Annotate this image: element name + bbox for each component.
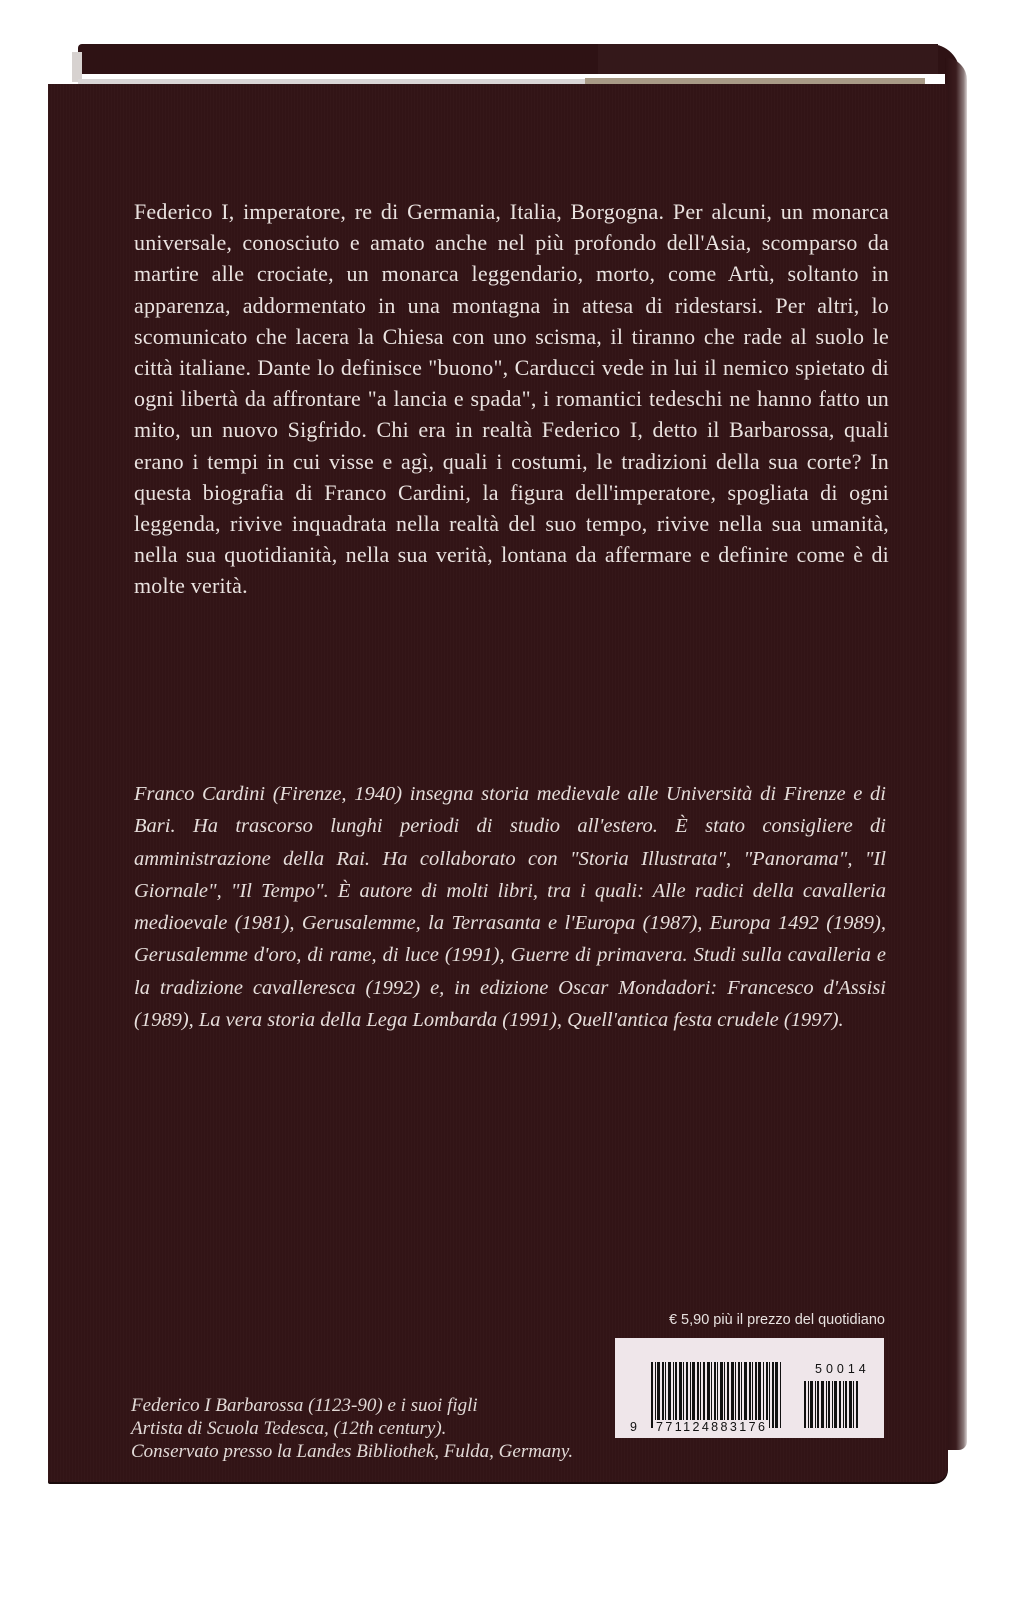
blurb-text: Federico I, imperatore, re di Germania, Italia, Borgogna. Per alcuni, un monarca universale, conosciuto e amato anche nel più profondo dell'Asia, scomparso da martire alle crociate, un monarca leggendario, morto, come Artù, soltanto in apparenza, addormentato in una montagna in attesa di ridestarsi. Per altri, lo scomunicato che lacera la Chiesa con uno scisma, il tiranno che rade al suolo le città italiane. Dante lo definisce "buono", Carducci vede in lui il nemico spietato di ogni libertà da affrontare "a lancia e spada", i romantici tedeschi ne hanno fatto un mito, un nuovo Sigfrido. Chi era in realtà Federico I, detto il Barbarossa, quali erano i tempi in cui visse e agì, quali i costumi, le tradizioni della sua corte? In questa biografia di Franco Cardini, la figura dell'imperatore, spogliata di ogni leggenda, rivive inquadrata nella realtà del suo tempo, rivive nella sua umanità, nella sua quotidianità, nella sua verità, lontana da affermare e definire come è di molte verità. (134, 199, 889, 599)
price-label: € 5,90 più il prezzo del quotidiano (668, 1312, 885, 1328)
author-bio: Franco Cardini (Firenze, 1940) insegna storia medievale alle Università di Firenze e di Bari. Ha trascorso lunghi periodi di studio all'estero. È stato consigliere di amministrazione della Rai. Ha collaborato con "Storia Illustrata", "Panorama", "Il Giornale", "Il Tempo". È autore di molti libri, tra i quali: Alle radici della cavalleria medioevale (1981), Gerusalemme, la Terrasanta e l'Europa (1987), Europa 1492 (1989), Gerusalemme d'oro, di rame, di luce (1991), Guerre di primavera. Studi sulla cavalleria e la tradizione cavalleresca (1992) e, in edizione Oscar Mondadori: Francesco d'Assisi (1989), La vera storia della Lega Lombarda (1991), Quell'antica festa crudele (1997). (134, 783, 886, 1032)
caption-artist: Artista di Scuola Tedesca, (12th century). (131, 1418, 447, 1439)
barcode-addon-digits: 50014 (815, 1362, 870, 1376)
barcode-main-bars (651, 1362, 783, 1428)
cover-image-caption (131, 1394, 651, 1463)
book-top-board (78, 44, 960, 74)
barcode-lead-digit: 9 (630, 1420, 640, 1434)
book-spine-edge (945, 58, 967, 1450)
barcode-main-digits: 771124883176 (656, 1420, 768, 1434)
caption-title: Federico I Barbarossa (1123-90) e i suoi figli (131, 1395, 478, 1416)
caption-location: Conservato presso la Landes Bibliothek, Fulda, Germany. (131, 1441, 574, 1462)
barcode-addon-bars (804, 1381, 860, 1428)
book-top-board-right (598, 44, 938, 74)
page-edge-left (72, 52, 82, 82)
barcode-label (615, 1338, 884, 1438)
